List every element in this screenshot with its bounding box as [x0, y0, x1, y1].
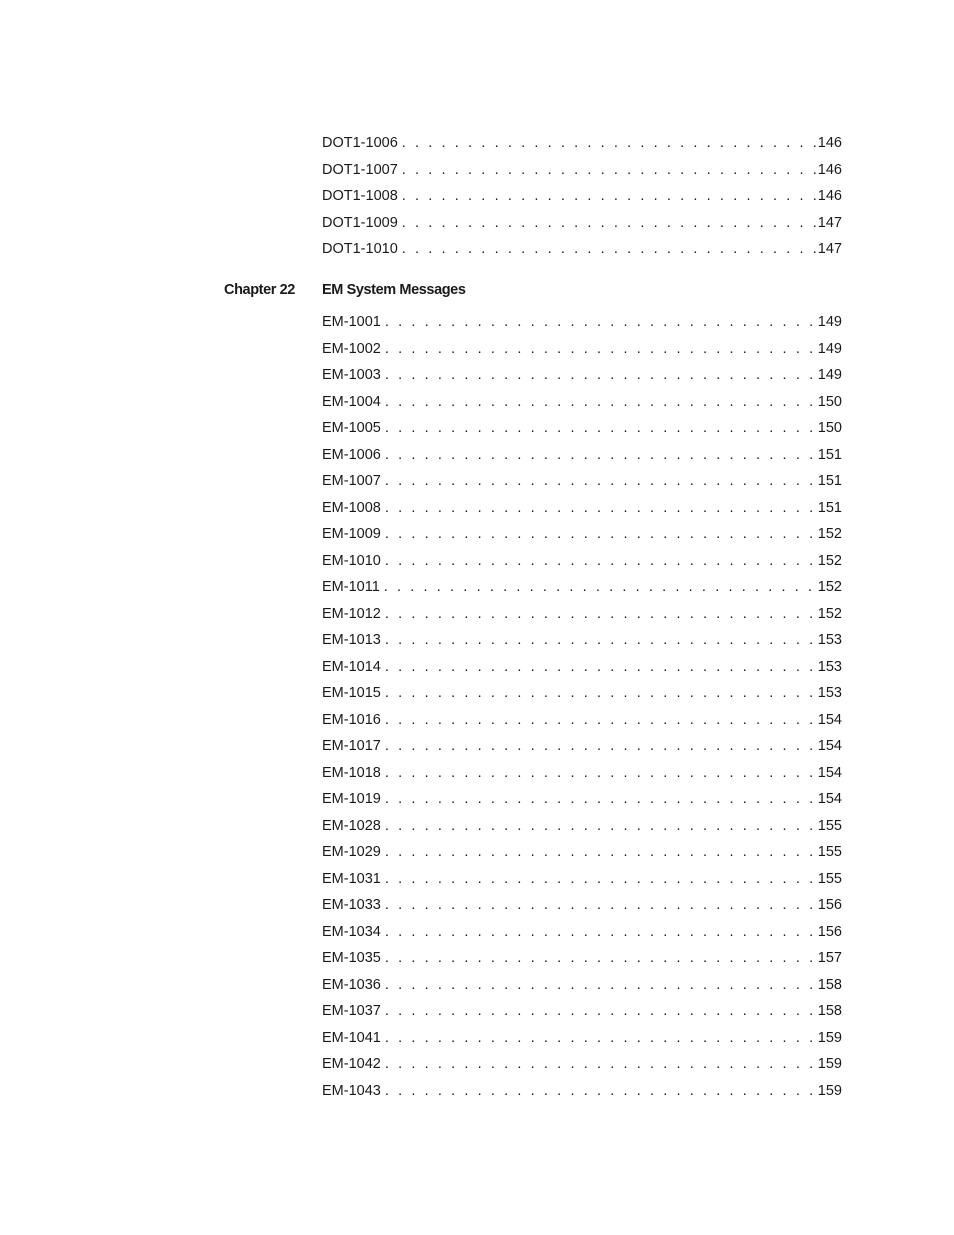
toc-entry-page-number: 150 [817, 420, 842, 436]
dot-leader [385, 1025, 817, 1052]
toc-entry-label: EM-1008 [322, 499, 381, 516]
toc-entry-page-number: 151 [817, 446, 842, 463]
toc-entry-label: EM-1033 [322, 897, 381, 913]
toc-entry-page-number: 155 [817, 844, 842, 860]
toc-entry[interactable] [322, 892, 842, 919]
toc-entry-page-number: 149 [817, 314, 842, 330]
toc-entry-label: EM-1031 [322, 870, 381, 887]
toc-entry-page-number: 154 [817, 711, 842, 728]
toc-entry[interactable] [322, 130, 842, 157]
toc-entry-page-number: 153 [817, 658, 842, 675]
toc-entry-page-number: 149 [817, 340, 842, 357]
chapter-title: EM System Messages [322, 282, 466, 298]
dot-leader [385, 919, 817, 946]
toc-entry[interactable] [322, 839, 842, 866]
dot-leader [385, 1078, 817, 1105]
toc-entry-label: EM-1035 [322, 950, 381, 966]
toc-entry[interactable] [322, 1025, 842, 1052]
toc-entry-label: EM-1005 [322, 420, 381, 436]
dot-leader [385, 733, 817, 760]
toc-entry[interactable] [322, 415, 842, 442]
toc-entry[interactable] [322, 919, 842, 946]
dot-leader [385, 892, 817, 919]
toc-entry-label: DOT1-1008 [322, 188, 398, 204]
toc-entry-label: DOT1-1010 [322, 241, 398, 257]
toc-entry-page-number: 158 [817, 1003, 842, 1019]
dot-leader [385, 786, 817, 813]
dot-leader [402, 236, 817, 263]
toc-entry-page-number: 159 [817, 1056, 842, 1072]
toc-entry-label: EM-1004 [322, 393, 381, 410]
toc-entry-page-number: 159 [817, 1082, 842, 1099]
dot-leader [385, 336, 817, 363]
dot-leader [385, 362, 817, 389]
toc-entry[interactable] [322, 521, 842, 548]
toc-entry-page-number: 154 [817, 738, 842, 754]
toc-entry[interactable] [322, 309, 842, 336]
toc-entry-label: EM-1014 [322, 658, 381, 675]
toc-entry[interactable] [322, 733, 842, 760]
dot-leader [402, 183, 817, 210]
toc-entry-label: EM-1003 [322, 367, 381, 383]
dot-leader [385, 839, 817, 866]
toc-entry-page-number: 156 [817, 923, 842, 940]
toc-entry-page-number: 152 [817, 552, 842, 569]
chapter-heading [0, 282, 954, 304]
toc-entry-label: EM-1012 [322, 605, 381, 622]
toc-entry[interactable] [322, 601, 842, 628]
toc-entry-label: EM-1006 [322, 446, 381, 463]
toc-entry[interactable] [322, 627, 842, 654]
toc-entry-label: EM-1043 [322, 1082, 381, 1099]
toc-entry[interactable] [322, 442, 842, 469]
toc-entry[interactable] [322, 945, 842, 972]
toc-entry[interactable] [322, 786, 842, 813]
toc-entry-label: EM-1029 [322, 844, 381, 860]
toc-entry[interactable] [322, 680, 842, 707]
toc-entry-page-number: 152 [817, 579, 842, 595]
toc-entry[interactable] [322, 468, 842, 495]
dot-leader [385, 468, 817, 495]
toc-entry-page-number: 146 [817, 161, 842, 178]
toc-entry-label: EM-1010 [322, 552, 381, 569]
toc-entry[interactable] [322, 1051, 842, 1078]
toc-entry-label: EM-1037 [322, 1003, 381, 1019]
dot-leader [385, 309, 817, 336]
dot-leader [402, 210, 817, 237]
toc-entry-page-number: 146 [817, 188, 842, 204]
dot-leader [402, 130, 817, 157]
toc-entry-page-number: 155 [817, 817, 842, 834]
toc-entry-page-number: 158 [817, 976, 842, 993]
toc-entry-label: EM-1013 [322, 632, 381, 648]
toc-entry[interactable] [322, 574, 842, 601]
toc-entry-label: EM-1011 [322, 579, 380, 595]
toc-entry-label: EM-1009 [322, 526, 381, 542]
toc-entry-page-number: 154 [817, 764, 842, 781]
toc-entry[interactable] [322, 998, 842, 1025]
dot-leader [402, 157, 817, 184]
toc-entry-page-number: 154 [817, 791, 842, 807]
toc-entry[interactable] [322, 495, 842, 522]
dot-leader [385, 627, 817, 654]
chapter-number: Chapter 22 [224, 282, 295, 298]
toc-entry[interactable] [322, 972, 842, 999]
toc-entry[interactable] [322, 813, 842, 840]
toc-entry-page-number: 155 [817, 870, 842, 887]
dot-leader [385, 998, 817, 1025]
dot-leader [385, 521, 817, 548]
dot-leader [385, 813, 817, 840]
toc-entry-label: EM-1019 [322, 791, 381, 807]
toc-entry[interactable] [322, 389, 842, 416]
toc-entry-label: EM-1015 [322, 685, 381, 701]
toc-entry-label: EM-1034 [322, 923, 381, 940]
toc-entry[interactable] [322, 548, 842, 575]
toc-entry-label: DOT1-1007 [322, 161, 398, 178]
dot-leader [385, 680, 817, 707]
toc-entry-page-number: 152 [817, 526, 842, 542]
toc-entry-page-number: 146 [817, 135, 842, 151]
toc-entry[interactable] [322, 362, 842, 389]
toc-entry[interactable] [322, 336, 842, 363]
dot-leader [385, 760, 817, 787]
dot-leader [385, 654, 817, 681]
toc-entry-label: EM-1017 [322, 738, 381, 754]
toc-entry[interactable] [322, 1078, 842, 1105]
toc-entry-label: EM-1001 [322, 314, 381, 330]
dot-leader [385, 707, 817, 734]
toc-entry-label: EM-1018 [322, 764, 381, 781]
toc-entry-page-number: 153 [817, 685, 842, 701]
dot-leader [385, 866, 817, 893]
toc-entry-label: DOT1-1009 [322, 214, 398, 231]
toc-entry[interactable] [322, 157, 842, 184]
toc-entry-page-number: 156 [817, 897, 842, 913]
dot-leader [384, 574, 817, 601]
dot-leader [385, 415, 817, 442]
toc-entry-label: EM-1028 [322, 817, 381, 834]
toc-entry-label: EM-1036 [322, 976, 381, 993]
toc-entry[interactable] [322, 866, 842, 893]
toc-entry-page-number: 159 [817, 1029, 842, 1046]
dot-leader [385, 442, 817, 469]
toc-list-dot1 [322, 130, 842, 263]
toc-entry[interactable] [322, 707, 842, 734]
toc-entry-page-number: 149 [817, 367, 842, 383]
toc-entry-label: EM-1007 [322, 473, 381, 489]
dot-leader [385, 972, 817, 999]
dot-leader [385, 495, 817, 522]
dot-leader [385, 548, 817, 575]
toc-entry-page-number: 157 [817, 950, 842, 966]
toc-entry-label: EM-1016 [322, 711, 381, 728]
toc-entry-label: EM-1042 [322, 1056, 381, 1072]
toc-entry[interactable] [322, 236, 842, 263]
dot-leader [385, 1051, 817, 1078]
toc-entry-page-number: 147 [817, 241, 842, 257]
toc-entry-page-number: 147 [817, 214, 842, 231]
toc-entry-page-number: 153 [817, 632, 842, 648]
toc-entry[interactable] [322, 654, 842, 681]
toc-entry-page-number: 151 [817, 473, 842, 489]
toc-entry-label: DOT1-1006 [322, 135, 398, 151]
toc-entry[interactable] [322, 760, 842, 787]
dot-leader [385, 389, 817, 416]
toc-entry[interactable] [322, 210, 842, 237]
dot-leader [385, 945, 817, 972]
toc-entry[interactable] [322, 183, 842, 210]
toc-list-em [322, 309, 842, 1104]
toc-entry-label: EM-1041 [322, 1029, 381, 1046]
toc-entry-label: EM-1002 [322, 340, 381, 357]
toc-entry-page-number: 152 [817, 605, 842, 622]
toc-entry-page-number: 150 [817, 393, 842, 410]
dot-leader [385, 601, 817, 628]
toc-entry-page-number: 151 [817, 499, 842, 516]
